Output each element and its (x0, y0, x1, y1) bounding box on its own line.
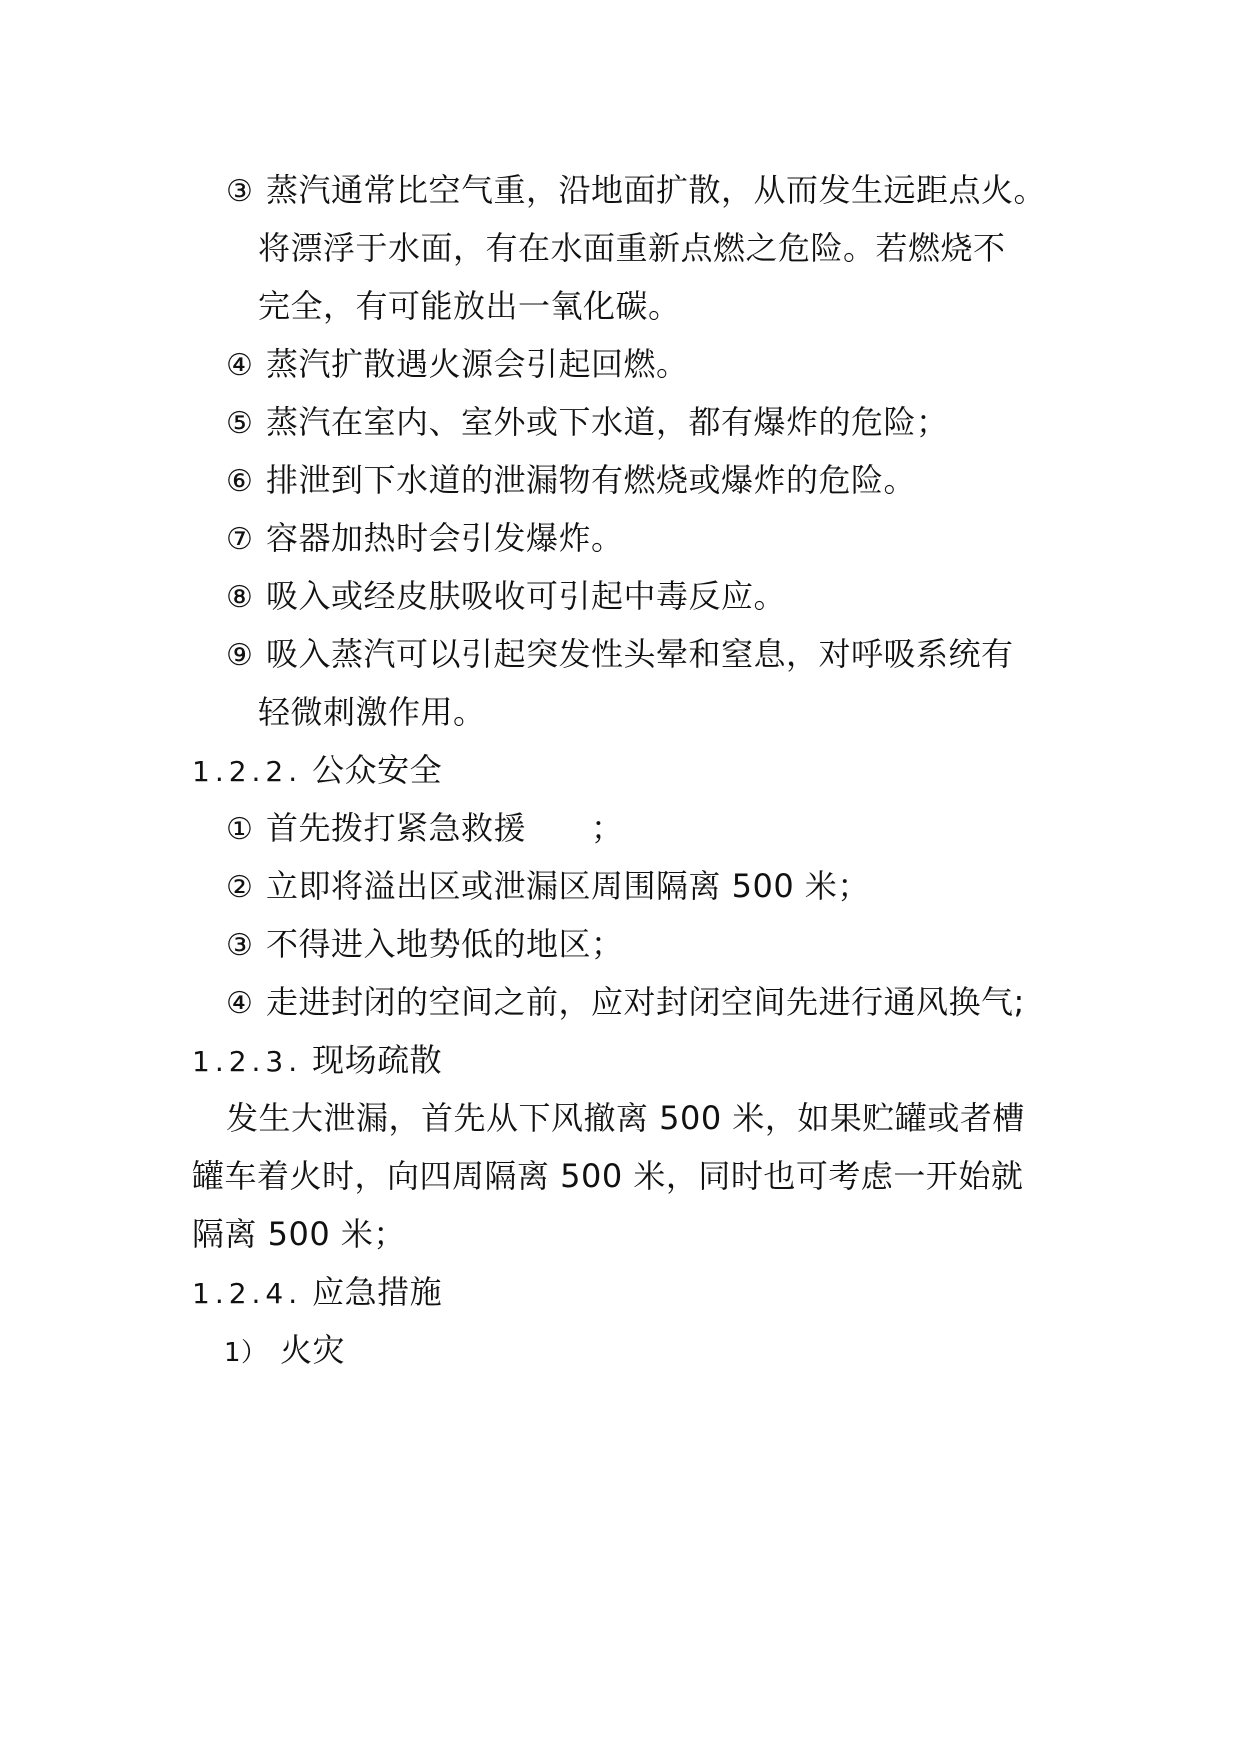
item-number: ④ (226, 986, 254, 1021)
item-number: ④ (226, 348, 254, 383)
item-text: 将漂浮于水面，有在水面重新点燃之危险。若燃烧不 (258, 229, 1006, 267)
subsection-number: 1） (224, 1338, 268, 1368)
list-item (226, 576, 786, 618)
list-item (226, 634, 1014, 676)
list-item (226, 866, 870, 908)
paragraph-text: 罐车着火时，向四周隔离 500 米，同时也可考虑一开始就 (192, 1157, 1024, 1195)
item-text: 蒸汽通常比空气重，沿地面扩散，从而发生远距点火。 (266, 171, 1047, 209)
paragraph-text: 隔离 500 米； (192, 1215, 406, 1253)
section-title: 现场疏散 (312, 1041, 443, 1079)
list-item-continuation (258, 228, 1006, 268)
list-item (226, 518, 624, 560)
section-title: 公众安全 (312, 751, 443, 789)
list-item (226, 982, 1025, 1024)
item-text: 轻微刺激作用。 (258, 693, 486, 731)
section-number: 1.2.2. (192, 755, 303, 788)
item-number: ⑥ (226, 464, 254, 499)
section-number: 1.2.3. (192, 1045, 303, 1078)
item-text: 完全，有可能放出一氧化碳。 (258, 287, 681, 325)
list-item (226, 170, 1046, 212)
list-item (226, 402, 949, 444)
section-heading (192, 1040, 442, 1082)
paragraph-line (226, 1098, 1025, 1138)
item-text: 不得进入地势低的地区； (266, 925, 624, 963)
list-item (226, 460, 916, 502)
list-item (226, 924, 624, 966)
item-number: ⑨ (226, 638, 254, 673)
item-text: 首先拨打紧急救援 ； (266, 809, 624, 847)
item-text: 吸入蒸汽可以引起突发性头晕和窒息，对呼吸系统有 (266, 635, 1014, 673)
list-item (226, 808, 624, 850)
list-item-continuation (258, 286, 681, 326)
item-number: ③ (226, 174, 254, 209)
item-text: 蒸汽在室内、室外或下水道，都有爆炸的危险； (266, 403, 949, 441)
item-text: 吸入或经皮肤吸收可引起中毒反应。 (266, 577, 787, 615)
item-number: ③ (226, 928, 254, 963)
paragraph-line (192, 1156, 1023, 1196)
item-text: 蒸汽扩散遇火源会引起回燃。 (266, 345, 689, 383)
list-item (226, 344, 689, 386)
item-number: ⑦ (226, 522, 254, 557)
item-text: 容器加热时会引发爆炸。 (266, 519, 624, 557)
section-title: 应急措施 (312, 1273, 443, 1311)
item-number: ⑤ (226, 406, 254, 441)
item-text: 排泄到下水道的泄漏物有燃烧或爆炸的危险。 (266, 461, 917, 499)
list-item-continuation (258, 692, 486, 732)
subsection-heading (224, 1330, 345, 1373)
item-text: 走进封闭的空间之前，应对封闭空间先进行通风换气; (266, 983, 1025, 1021)
subsection-title: 火灾 (280, 1331, 346, 1369)
item-number: ② (226, 870, 254, 905)
section-heading (192, 1272, 442, 1314)
section-number: 1.2.4. (192, 1277, 303, 1310)
section-heading (192, 750, 442, 792)
paragraph-line (192, 1214, 406, 1254)
paragraph-text: 发生大泄漏，首先从下风撤离 500 米，如果贮罐或者槽 (226, 1099, 1025, 1137)
item-text: 立即将溢出区或泄漏区周围隔离 500 米； (266, 867, 870, 905)
item-number: ⑧ (226, 580, 254, 615)
item-number: ① (226, 812, 254, 847)
